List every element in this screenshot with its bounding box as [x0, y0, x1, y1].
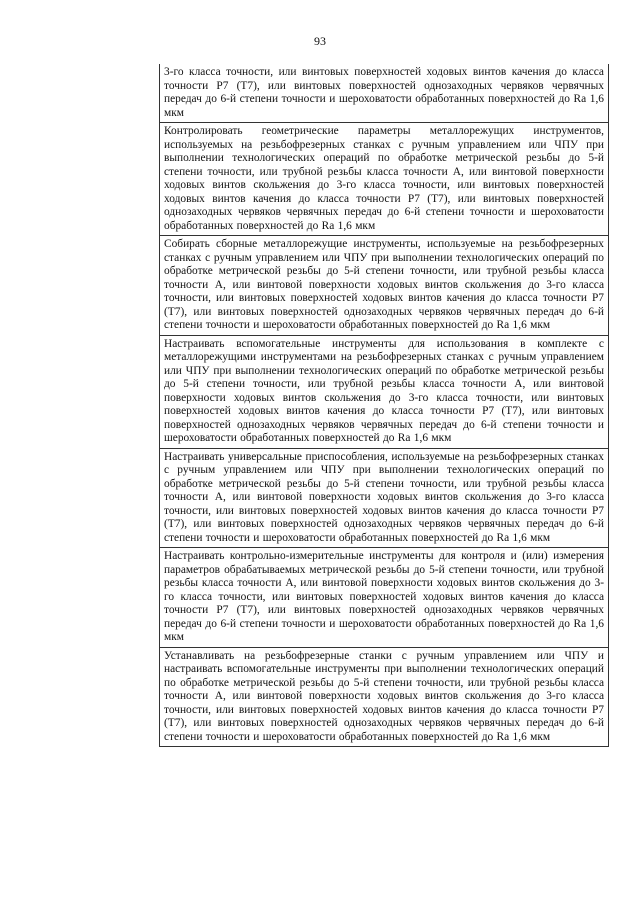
page-number: 93	[314, 34, 326, 48]
skills-table	[159, 64, 609, 747]
table-row: 3-го класса точности, или винтовых поверхностей ходовых винтов качения до класса точности Р7 (Т7), или винтовых поверхностей однозаходных червяков червячных передач до 6-й степени точности и шероховатости обработанных поверхностей до Ra 1,6 мкм	[164, 66, 604, 119]
table-row: Собирать сборные металлорежущие инструменты, используемые на резьбофрезерных станках с ручным управлением или ЧПУ при выполнении технологических операций по обработке метрической резьбы до 5-й степени точности, или трубной резьбы класса точности А, или винтовой поверхности ходовых винтов скольжения до 3-го класса точности, или винтовых поверхностей ходовых винтов качения до класса точности Р7 (Т7), или винтовых поверхностей однозаходных червяков червячных передач до 6-й степени точности и шероховатости обработанных поверхностей до Ra 1,6 мкм	[160, 235, 608, 335]
table-row: Устанавливать на резьбофрезерные станки с ручным управлением или ЧПУ и настраивать вспомогательные инструменты при выполнении технологических операций по обработке метрической резьбы до 5-й степени точности, или трубной резьбы класса точности А, или винтовой поверхности ходовых винтов скольжения до 3-го класса точности, или винтовых поверхностей ходовых винтов качения до класса точности Р7 (Т7), или винтовых поверхностей однозаходных червяков червячных передач до 6-й степени точности и шероховатости обработанных поверхностей до Ra 1,6 мкм	[160, 647, 608, 748]
table-row: Настраивать универсальные приспособления, используемые на резьбофрезерных станках с ручным управлением или ЧПУ при выполнении технологических операций по обработке метрической резьбы до 5-й степени точности, или трубной резьбы класса точности А, или винтовой поверхности ходовых винтов скольжения до 3-го класса точности, или винтовых поверхностей ходовых винтов качения до класса точности Р7 (Т7), или винтовых поверхностей однозаходных червяков червячных передач до 6-й степени точности и шероховатости обработанных поверхностей до Ra 1,6 мкм	[160, 448, 608, 548]
table-row: Контролировать геометрические параметры металлорежущих инструментов, используемых на резьбофрезерных станках с ручным управлением или ЧПУ при выполнении технологических операций по обработке метрической резьбы до 5-й степени точности, или трубной резьбы класса точности А, или винтовой поверхности ходовых винтов скольжения до 3-го класса точности, или винтовых поверхностей ходовых винтов качения до класса точности Р7 (Т7), или винтовых поверхностей однозаходных червяков червячных передач до 6-й степени точности и шероховатости обработанных поверхностей до Ra 1,6 мкм	[160, 122, 608, 235]
table-row: Настраивать контрольно-измерительные инструменты для контроля и (или) измерения параметров обрабатываемых метрической резьбы до 5-й степени точности, или трубной резьбы класса точности А, или винтовой поверхности ходовых винтов скольжения до 3-го класса точности, или винтовых поверхностей ходовых винтов качения до класса точности Р7 (Т7), или винтовых поверхностей однозаходных червяков червячных передач до 6-й степени точности и шероховатости обработанных поверхностей до Ra 1,6 мкм	[160, 547, 608, 647]
table-row: Настраивать вспомогательные инструменты для использования в комплекте с металлорежущими инструментами на резьбофрезерных станках с ручным управлением или ЧПУ при выполнении технологических операций по обработке метрической резьбы до 5-й степени точности, или трубной резьбы класса точности А, или винтовой поверхности ходовых винтов скольжения до 3-го класса точности, или винтовых поверхностей ходовых винтов качения до класса точности Р7 (Т7), или винтовых поверхностей однозаходных червяков червячных передач до 6-й степени точности и шероховатости обработанных поверхностей до Ra 1,6 мкм	[160, 335, 608, 448]
